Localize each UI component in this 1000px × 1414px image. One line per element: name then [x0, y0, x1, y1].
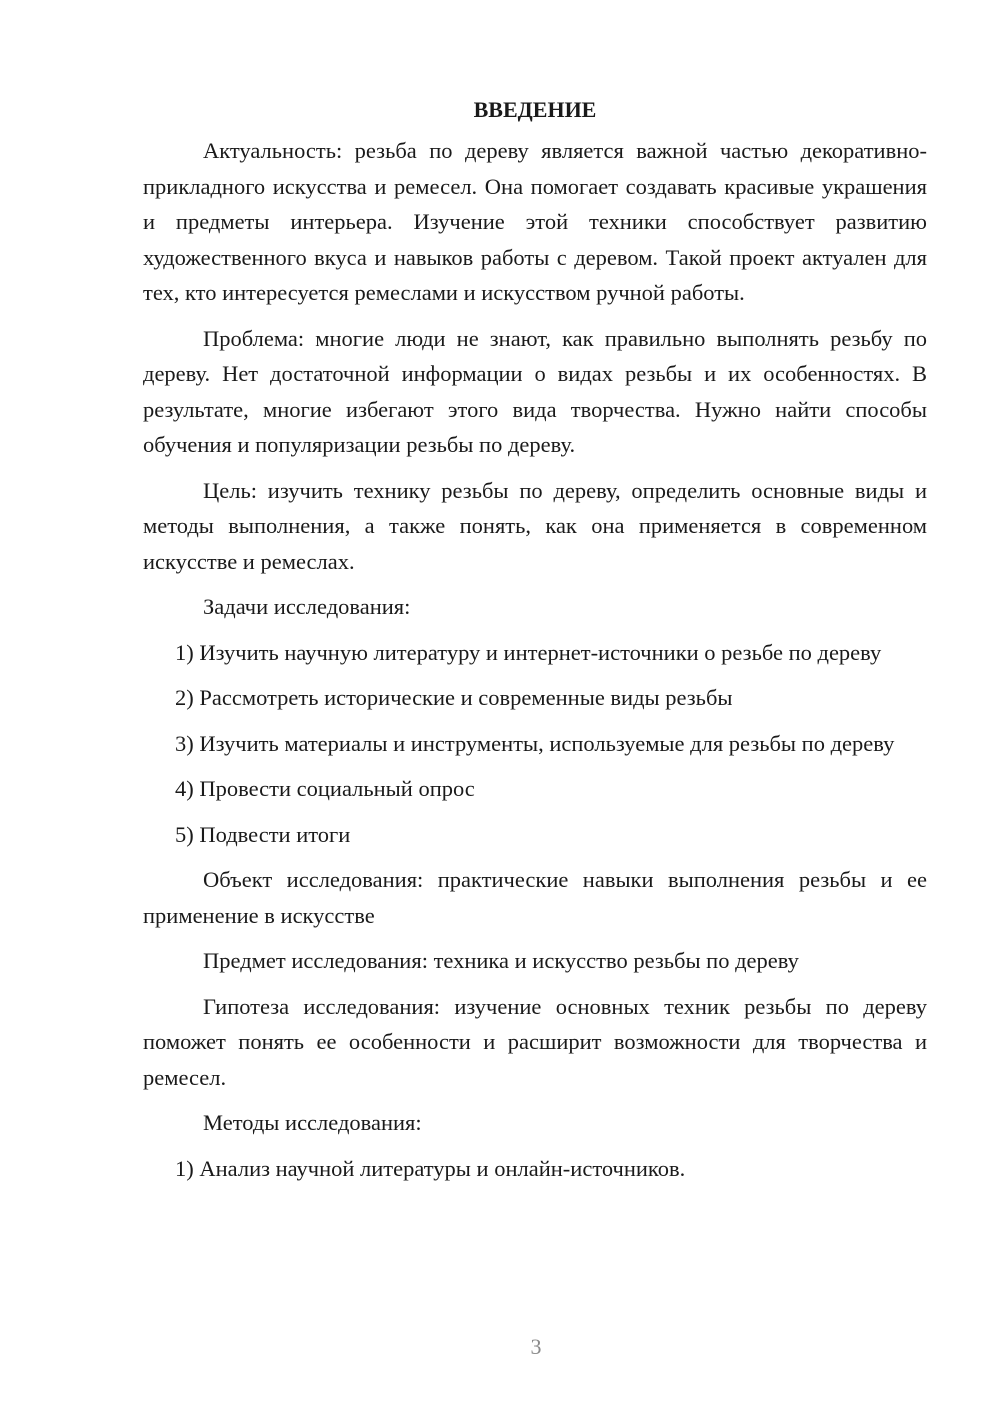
- document-body: [143, 92, 927, 1196]
- problem-paragraph: Проблема: многие люди не знают, как правильно выполнять резьбу по дереву. Нет достаточной информации о видах резьбы и их особенностях. В результате, многие избегают этого вида творчества. Нужно найти способы обучения и популяризации резьбы по дереву.: [143, 325, 927, 457]
- page-number: 3: [530, 1334, 542, 1359]
- object-paragraph: Объект исследования: практические навыки выполнения резьбы и ее применение в искусстве: [143, 867, 927, 928]
- methods-title: Методы исследования:: [203, 1110, 422, 1135]
- hypothesis-paragraph: Гипотеза исследования: изучение основных техник резьбы по дереву поможет понять ее особенности и расширит возможности для творчества и ремесел.: [143, 993, 927, 1090]
- goal-paragraph: Цель: изучить технику резьбы по дереву, определить основные виды и методы выполнения, а также понять, как она применяется в современном искусстве и ремеслах.: [143, 477, 927, 574]
- relevance-paragraph: Актуальность: резьба по дереву является важной частью декоративно-прикладного искусства и ремесел. Она помогает создавать красивые украшения и предметы интерьера. Изучение этой техники способствует развитию художественного вкуса и навыков работы с деревом. Такой проект актуален для тех, кто интересуется ремеслами и искусством ручной работы.: [143, 138, 927, 305]
- task-item: 1) Изучить научную литературу и интернет-источники о резьбе по дереву: [175, 639, 882, 665]
- task-item: 4) Провести социальный опрос: [175, 776, 475, 801]
- tasks-title: Задачи исследования:: [203, 594, 411, 619]
- task-item: 5) Подвести итоги: [175, 821, 351, 847]
- task-item: 2) Рассмотреть исторические и современные виды резьбы: [175, 685, 733, 710]
- section-heading: ВВЕДЕНИЕ: [473, 97, 597, 122]
- subject-paragraph: Предмет исследования: техника и искусство резьбы по дереву: [203, 948, 799, 973]
- task-item: 3) Изучить материалы и инструменты, используемые для резьбы по дереву: [175, 730, 895, 756]
- method-item: 1) Анализ научной литературы и онлайн-источников.: [175, 1155, 686, 1181]
